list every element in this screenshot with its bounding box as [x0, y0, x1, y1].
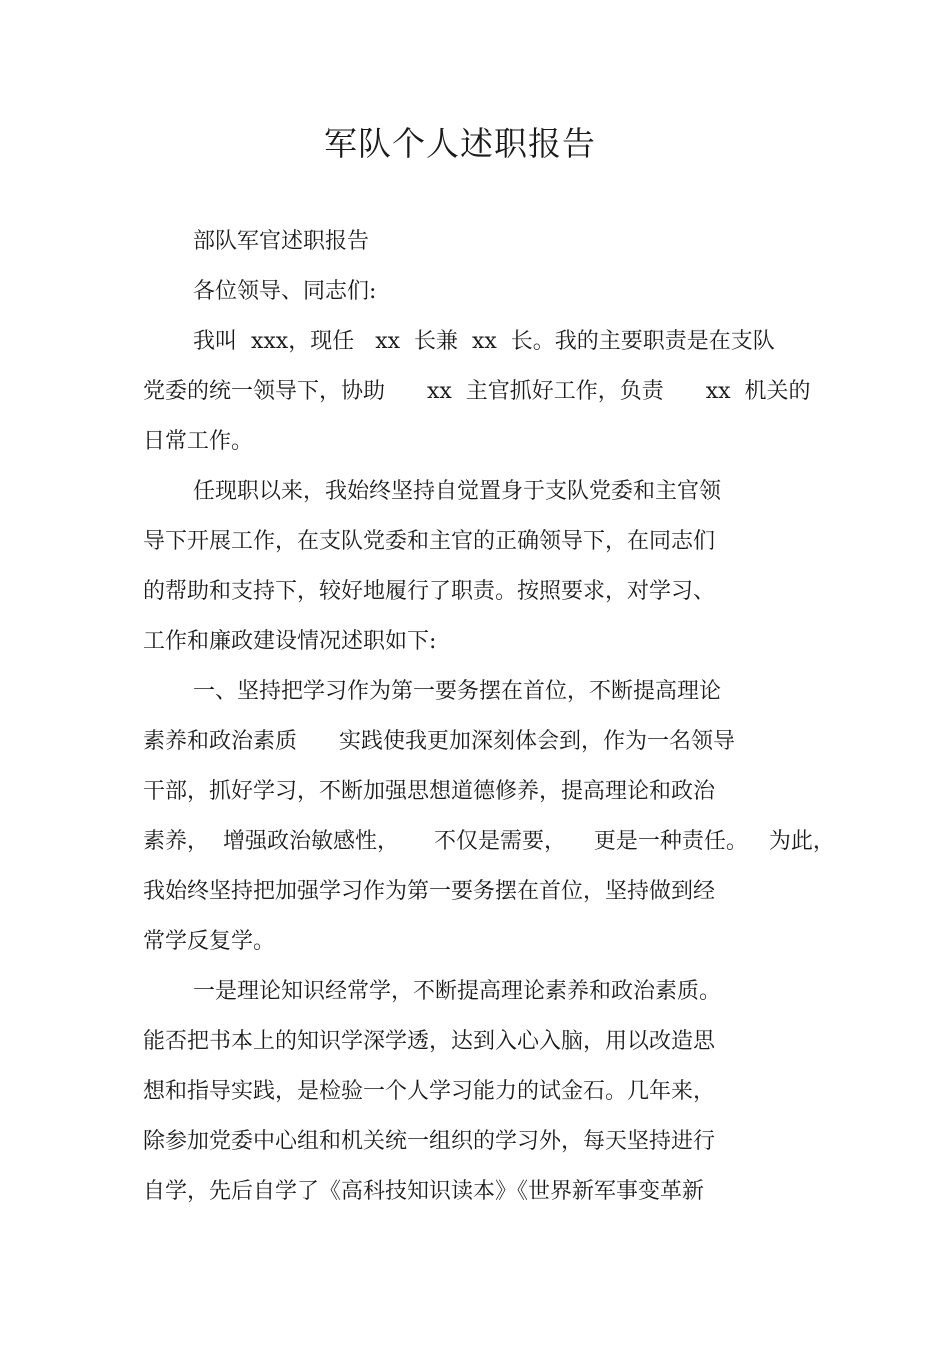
- body-line: 一是理论知识经常学，不断提高理论素养和政治素质。: [193, 979, 722, 1004]
- body-line: 各位领导、同志们:: [193, 279, 377, 304]
- body-line: 导下开展工作，在支队党委和主官的正确领导下，在同志们: [143, 529, 716, 554]
- body-line: 我始终坚持把加强学习作为第一要务摆在首位，坚持做到经: [143, 879, 716, 904]
- body-line: 素养， 增强政治敏感性， 不仅是需要， 更是一种责任。 为此，: [143, 829, 835, 854]
- body-line: 常学反复学。: [143, 929, 276, 954]
- body-line: 除参加党委中心组和机关统一组织的学习外，每天坚持进行: [143, 1129, 716, 1154]
- body-line: 素养和政治素质 实践使我更加深刻体会到，作为一名领导: [143, 729, 735, 754]
- body-line: 党委的统一领导下，协助 xx 主官抓好工作，负责 xx 机关的: [143, 379, 811, 404]
- body-line: 日常工作。: [143, 429, 254, 454]
- body-line: 的帮助和支持下，较好地履行了职责。按照要求，对学习、: [143, 579, 716, 604]
- body-line: 任现职以来，我始终坚持自觉置身于支队党委和主官领: [193, 479, 722, 504]
- body-line: 我叫 xxx，现任 xx 长兼 xx 长。我的主要职责是在支队: [193, 329, 775, 354]
- body-line: 想和指导实践，是检验一个人学习能力的试金石。几年来，: [143, 1079, 716, 1104]
- body-line: 工作和廉政建设情况述职如下:: [143, 629, 437, 654]
- body-line: 一、坚持把学习作为第一要务摆在首位，不断提高理论: [193, 679, 722, 704]
- body-line: 自学，先后自学了《高科技知识读本》《世界新军事变革新: [143, 1179, 705, 1204]
- body-line: 部队军官述职报告: [193, 229, 370, 254]
- body-line: 干部，抓好学习，不断加强思想道德修养，提高理论和政治: [143, 779, 716, 804]
- body-line: 能否把书本上的知识学深学透，达到入心入脑，用以改造思: [143, 1029, 716, 1054]
- document-title: 军队个人述职报告: [324, 124, 596, 163]
